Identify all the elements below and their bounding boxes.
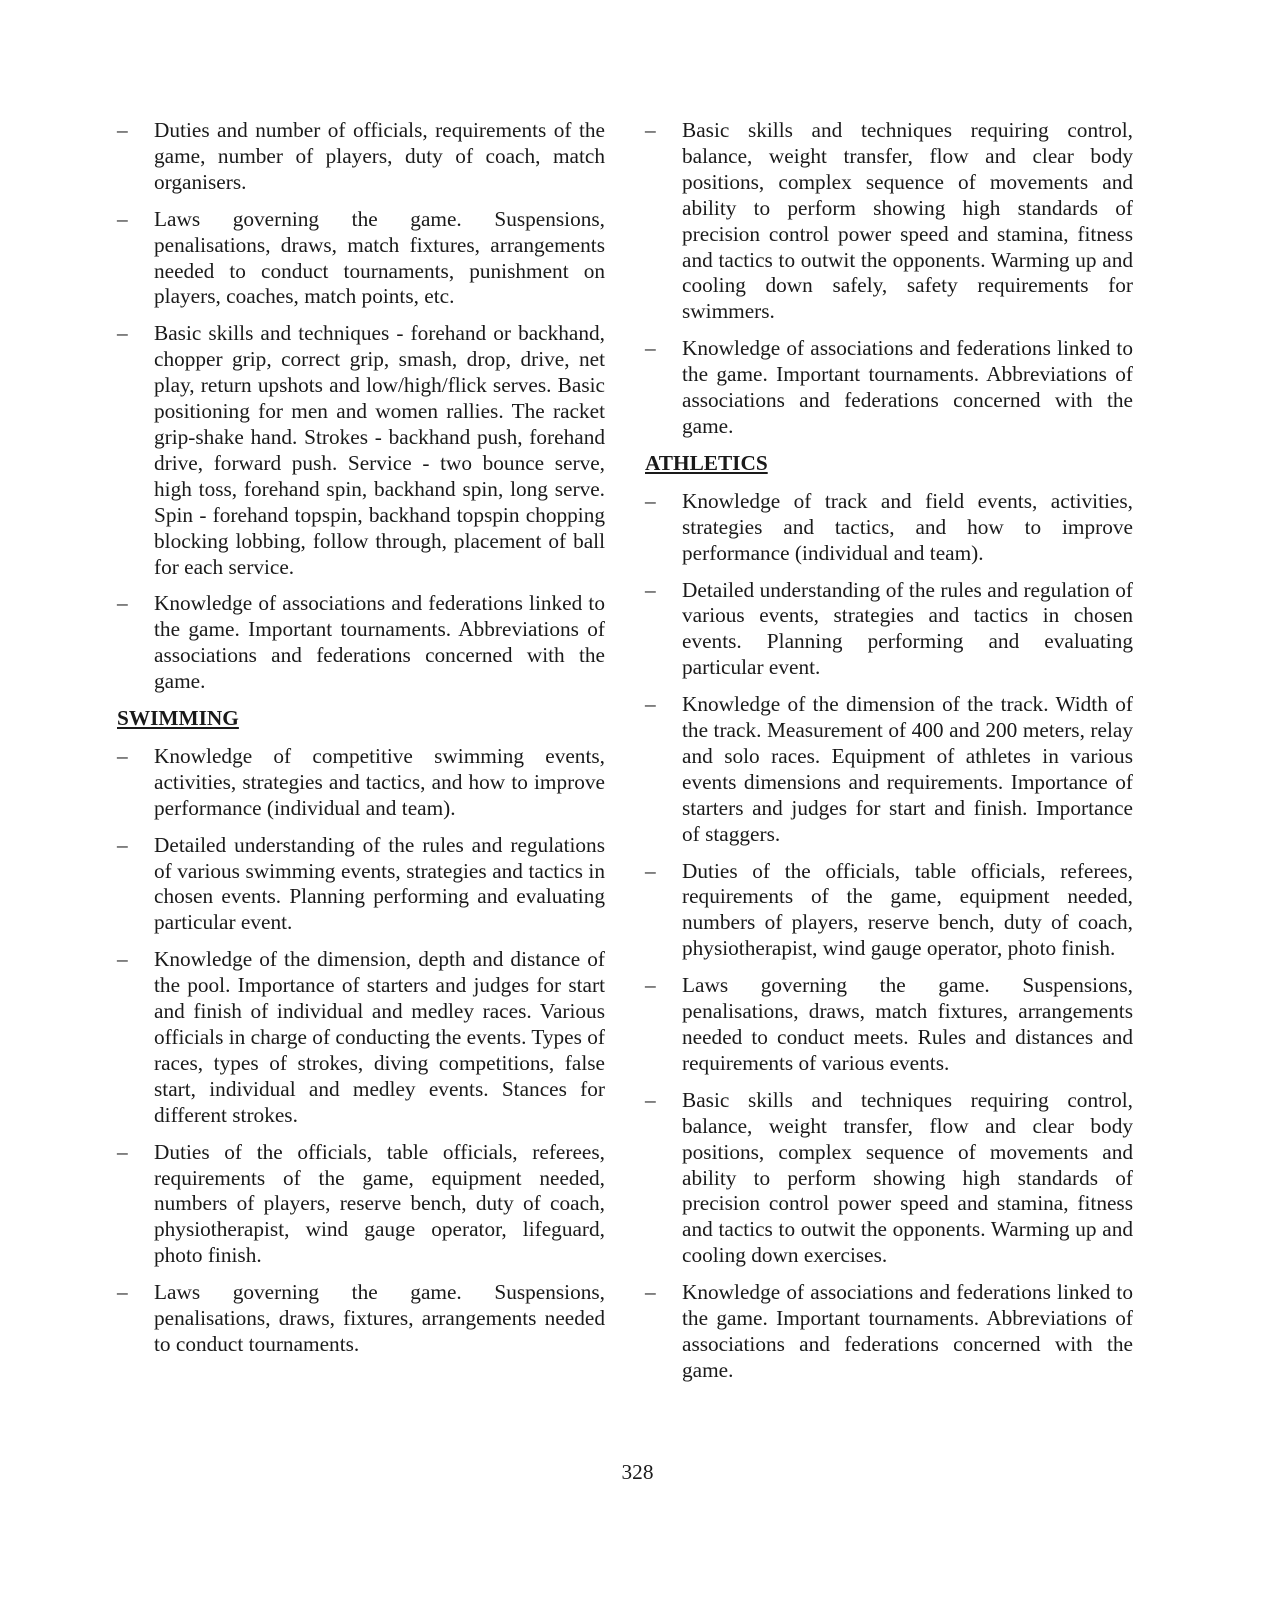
bullet-dash: – <box>117 832 128 857</box>
section-heading-swimming: SWIMMING <box>117 706 239 731</box>
bullet-dash: – <box>117 1139 128 1164</box>
list-item <box>645 118 1133 325</box>
list-item-text: Basic skills and techniques - forehand or backhand, chopper grip, correct grip, smash, drop, drive, net play, return upshots and low/high/flick serves. Basic positioning for men and women rallies. The racket grip-shake hand. Strokes - backhand push, forehand drive, forward push. Service - two bounce serve, high toss, forehand spin, backhand spin, long serve. Spin - forehand topspin, backhand topspin chopping blocking lobbing, follow through, placement of ball for each service. <box>154 321 605 579</box>
list-item <box>117 591 605 695</box>
list-item <box>117 118 605 196</box>
list-item <box>117 1280 605 1358</box>
list-item-text: Knowledge of competitive swimming events, activities, strategies and tactics, and how to improve performance (individual and team). <box>154 743 605 820</box>
list-item <box>645 859 1133 963</box>
list-item-text: Basic skills and techniques requiring control, balance, weight transfer, flow and clear body positions, complex sequence of movements and ability to perform showing high standards of precision control power speed and stamina, fitness and tactics to outwit the opponents. Warming up and cooling down exercises. <box>682 1087 1133 1268</box>
bullet-dash: – <box>645 1280 656 1305</box>
bullet-dash: – <box>117 743 128 768</box>
page-number: 328 <box>621 1460 654 1484</box>
list-item-text: Knowledge of track and field events, activities, strategies and tactics, and how to improve performance (individual and team). <box>682 488 1133 565</box>
list-item <box>645 578 1133 682</box>
bullet-dash: – <box>117 1280 128 1305</box>
list-item-text: Laws governing the game. Suspensions, penalisations, draws, match fixtures, arrangements needed to conduct tournaments, punishment on players, coaches, match points, etc. <box>154 206 605 309</box>
list-item <box>645 1088 1133 1269</box>
bullet-dash: – <box>645 488 656 513</box>
list-item <box>645 1280 1133 1384</box>
bullet-dash: – <box>645 118 656 142</box>
list-item <box>117 947 605 1128</box>
list-item <box>645 336 1133 440</box>
right-column <box>645 118 1133 1395</box>
bullet-dash: – <box>645 577 656 602</box>
list-item <box>117 207 605 311</box>
list-item-text: Laws governing the game. Suspensions, penalisations, draws, match fixtures, arrangements needed to conduct meets. Rules and distances and requirements of various events. <box>682 973 1133 1075</box>
list-item <box>645 973 1133 1077</box>
bullet-dash: – <box>645 336 656 361</box>
list-item-text: Knowledge of associations and federations linked to the game. Important tournaments. Abbreviations of associations and federations concerned with the game. <box>154 591 605 694</box>
list-item <box>117 321 605 580</box>
bullet-dash: – <box>645 1087 656 1112</box>
list-item <box>645 489 1133 567</box>
list-item <box>117 744 605 822</box>
list-item-text: Basic skills and techniques requiring control, balance, weight transfer, flow and clear body positions, complex sequence of movements and ability to perform showing high standards of precision control power speed and stamina, fitness and tactics to outwit the opponents. Warming up and cooling down safely, safety requirements for swimmers. <box>682 118 1133 324</box>
list-item-text: Knowledge of the dimension, depth and distance of the pool. Importance of starters and judges for start and finish of individual and medley races. Various officials in charge of conducting the events. Types of races, types of strokes, diving competitions, false start, individual and medley events. Stances for different strokes. <box>154 947 605 1127</box>
bullet-dash: – <box>117 206 128 231</box>
list-item-text: Laws governing the game. Suspensions, penalisations, draws, fixtures, arrangements needed to conduct tournaments. <box>154 1280 605 1356</box>
list-item-text: Detailed understanding of the rules and regulation of various events, strategies and tactics in chosen events. Planning performing and evaluating particular event. <box>682 577 1133 680</box>
bullet-dash: – <box>645 692 656 717</box>
list-item-text: Knowledge of associations and federations linked to the game. Important tournaments. Abbreviations of associations and federations concerned with the game. <box>682 1280 1133 1382</box>
left-column <box>117 118 605 1369</box>
list-item-text: Detailed understanding of the rules and regulations of various swimming events, strategies and tactics in chosen events. Planning performing and evaluating particular event. <box>154 832 605 935</box>
list-item <box>117 1140 605 1270</box>
bullet-dash: – <box>645 858 656 883</box>
bullet-dash: – <box>117 947 128 972</box>
list-item <box>117 833 605 937</box>
bullet-dash: – <box>117 118 128 142</box>
list-item-text: Knowledge of the dimension of the track. Width of the track. Measurement of 400 and 200 meters, relay and solo races. Equipment of athletes in various events dimensions and requirements. Importance of starters and judges for start and finish. Importance of staggers. <box>682 692 1133 846</box>
bullet-dash: – <box>117 591 128 616</box>
bullet-dash: – <box>645 973 656 998</box>
list-item-text: Knowledge of associations and federations linked to the game. Important tournaments. Abbreviations of associations and federations concerned with the game. <box>682 336 1133 438</box>
list-item <box>645 692 1133 847</box>
list-item-text: Duties of the officials, table officials, referees, requirements of the game, equipment needed, numbers of players, reserve bench, duty of coach, physiotherapist, wind gauge operator, lifeguard, photo finish. <box>154 1139 605 1268</box>
list-item-text: Duties of the officials, table officials, referees, requirements of the game, equipment needed, numbers of players, reserve bench, duty of coach, physiotherapist, wind gauge operator, photo finish. <box>682 858 1133 961</box>
bullet-dash: – <box>117 321 128 346</box>
section-heading-athletics: ATHLETICS <box>645 450 768 475</box>
list-item-text: Duties and number of officials, requirements of the game, number of players, duty of coach, match organisers. <box>154 118 605 194</box>
